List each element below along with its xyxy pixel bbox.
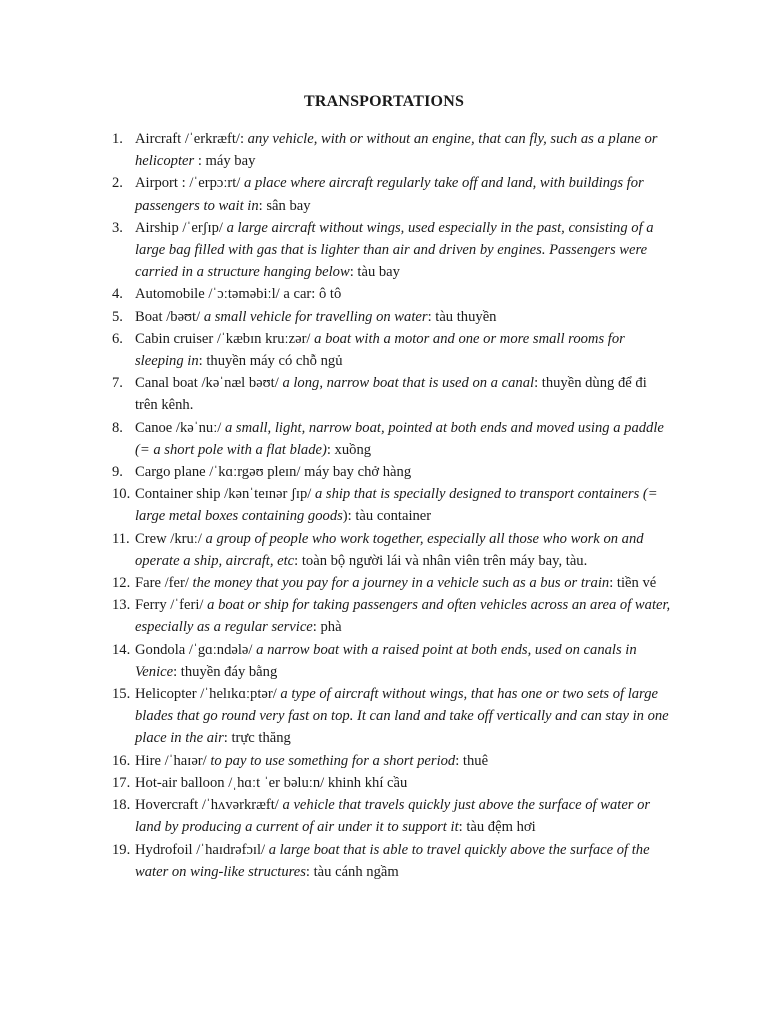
entry-definition: a large boat that is able to travel quickly above the surface of the water on wing-like structures — [135, 841, 650, 880]
entry-term: Canoe /kəˈnuː/ — [135, 419, 225, 436]
entry-term: Crew /kruː/ — [135, 530, 206, 547]
vocabulary-entry — [112, 750, 672, 772]
entry-term: Hydrofoil /ˈhaɪdrəfɔɪl/ — [135, 841, 269, 858]
entry-number: 11. — [112, 530, 130, 547]
entry-term: Cargo plane /ˈkɑːrgəʊ pleɪn/ máy bay chở hàng — [135, 464, 412, 481]
entry-translation: : tiền vé — [609, 575, 657, 592]
vocabulary-entry — [112, 172, 672, 216]
entry-definition: the money that you pay for a journey in a vehicle such as a bus or train — [192, 575, 610, 592]
entry-term: Canal boat /kəˈnæl bəʊt/ — [135, 375, 283, 392]
vocabulary-entry — [112, 528, 672, 572]
vocabulary-entry — [112, 572, 672, 594]
entry-number: 3. — [112, 219, 123, 236]
entry-definition: a boat with a motor and one or more small rooms for sleeping in — [135, 330, 625, 370]
entry-number: 7. — [112, 375, 123, 392]
entry-translation: : trực thăng — [223, 730, 291, 747]
vocabulary-entry — [112, 372, 672, 416]
entry-term: Hovercraft /ˈhʌvərkræft/ — [135, 797, 283, 814]
entry-definition: a vehicle that travels quickly just above the surface of water or land by producing a current of air under it to support it — [135, 797, 651, 836]
entry-number: 10. — [112, 486, 131, 503]
vocabulary-entry — [112, 461, 672, 483]
entry-term: Gondola /ˈgɑːndələ/ — [135, 641, 257, 658]
entry-definition: a narrow boat with a raised point at both ends, used on canals in Venice — [135, 641, 637, 680]
vocabulary-list — [112, 128, 672, 883]
entry-term: Aircraft /ˈerkræft/: — [135, 131, 248, 147]
vocabulary-entry — [112, 217, 672, 284]
entry-translation: : tàu bay — [349, 264, 400, 281]
vocabulary-entry — [112, 639, 672, 683]
entry-number: 9. — [112, 464, 123, 481]
entry-term: Hot-air balloon /ˌhɑːt ˈer bəluːn/ khinh khí cầu — [135, 774, 408, 791]
vocabulary-entry — [112, 594, 672, 638]
entry-definition: a group of people who work together, especially all those who work on and operate a ship, aircraft, etc — [135, 530, 644, 569]
entry-definition: a small, light, narrow boat, pointed at both ends and moved using a paddle (= a short pole with a flat blade) — [135, 419, 664, 458]
entry-definition: to pay to use something for a short period — [210, 752, 456, 769]
entry-number: 17. — [112, 774, 131, 791]
vocabulary-entry — [112, 772, 672, 794]
entry-term: Ferry /ˈferi/ — [135, 597, 208, 614]
entry-translation: : máy bay — [194, 153, 256, 170]
entry-number: 18. — [112, 797, 131, 814]
vocabulary-entry — [112, 794, 672, 838]
vocabulary-entry — [112, 283, 672, 305]
entry-definition: a boat or ship for taking passengers and often vehicles across an area of water, especially as a regular service — [135, 597, 671, 636]
entry-number: 2. — [112, 175, 123, 192]
entry-number: 6. — [112, 330, 123, 347]
entry-translation: : sân bay — [258, 197, 311, 214]
entry-number: 14. — [112, 641, 131, 658]
entry-term: Hire /ˈhaɪər/ — [135, 752, 211, 769]
entry-number: 15. — [112, 686, 131, 703]
entry-translation: : tàu đệm hơi — [458, 819, 536, 836]
entry-term: Boat /bəʊt/ — [135, 308, 204, 325]
entry-definition: any vehicle, with or without an engine, that can fly, such as a plane or helicopter — [135, 131, 658, 170]
entry-number: 8. — [112, 419, 123, 436]
entry-definition: a place where aircraft regularly take off and land, with buildings for passengers to wait in — [135, 175, 644, 214]
entry-translation: : tàu cánh ngầm — [305, 863, 399, 880]
vocabulary-entry — [112, 839, 672, 883]
entry-term: Automobile /ˈɔːtəməbiːl/ a car: ô tô — [135, 286, 342, 303]
entry-number: 1. — [112, 131, 123, 147]
entry-definition: a long, narrow boat that is used on a canal — [282, 375, 535, 392]
entry-term: Airport : /ˈerpɔːrt/ — [135, 175, 245, 192]
entry-term: Airship /ˈerʃɪp/ — [135, 219, 227, 236]
entry-translation: : tàu thuyền — [427, 308, 497, 325]
entry-translation: : thuyền dùng để đi trên kênh. — [135, 375, 647, 414]
entry-term: Fare /fer/ — [135, 575, 193, 592]
entry-translation: : xuồng — [326, 441, 372, 458]
entry-number: 19. — [112, 841, 131, 858]
entry-term: Helicopter /ˈhelɪkɑːptər/ — [135, 686, 281, 703]
entry-translation: : toàn bộ người lái và nhân viên trên máy bay, tàu. — [294, 552, 588, 569]
entry-term: Cabin cruiser /ˈkæbɪn kruːzər/ — [135, 330, 315, 347]
entry-definition: a ship that is specially designed to transport containers (= large metal boxes containing goods — [135, 486, 658, 525]
entry-translation: : thuyền đáy bằng — [173, 663, 278, 680]
entry-definition: a type of aircraft without wings, that has one or two sets of large blades that go round very fast on top. It can land and take off vertically and can stay in one place in the air — [135, 686, 669, 747]
page-title: TRANSPORTATIONS — [303, 93, 465, 110]
entry-number: 13. — [112, 597, 131, 614]
entry-number: 5. — [112, 308, 123, 325]
entry-translation: : thuyền máy có chỗ ngủ — [198, 353, 343, 370]
vocabulary-entry — [112, 306, 672, 328]
vocabulary-entry — [112, 417, 672, 461]
entry-term: Container ship /kənˈteɪnər ʃɪp/ — [135, 486, 315, 503]
entry-translation: : phà — [312, 619, 342, 636]
entry-number: 4. — [112, 286, 123, 303]
vocabulary-entry — [112, 128, 672, 172]
entry-translation: : thuê — [455, 752, 489, 769]
entry-number: 16. — [112, 752, 131, 769]
vocabulary-entry — [112, 328, 672, 372]
entry-definition: a large aircraft without wings, used especially in the past, consisting of a large bag filled with gas that is lighter than air and driven by engines. Passengers were carried in a structure hanging below — [135, 219, 654, 281]
entry-definition: a small vehicle for travelling on water — [203, 308, 428, 325]
entry-number: 12. — [112, 575, 131, 592]
entry-translation: ): tàu container — [342, 508, 432, 525]
vocabulary-entry — [112, 483, 672, 527]
vocabulary-entry — [112, 683, 672, 750]
